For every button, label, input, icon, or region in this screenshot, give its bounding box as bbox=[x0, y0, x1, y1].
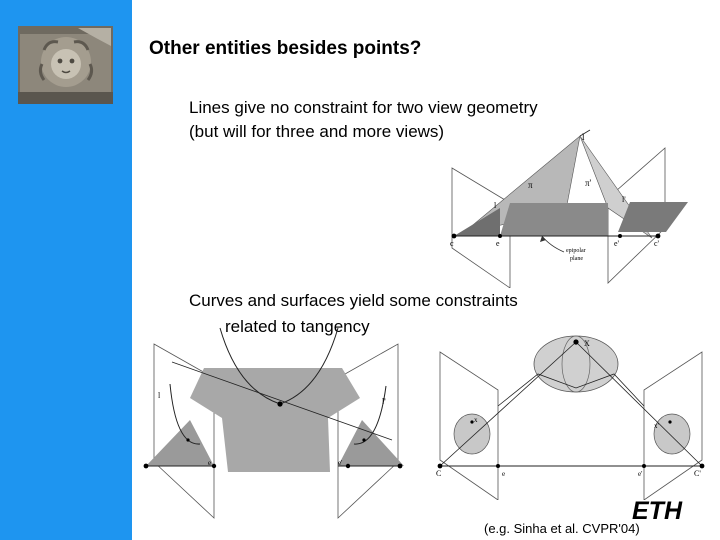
bullet-lines-line2: (but will for three and more views) bbox=[189, 122, 445, 141]
label-pi-prime: π' bbox=[585, 178, 592, 188]
label-x: x bbox=[474, 416, 478, 424]
bullet-curves-line1: Curves and surfaces yield some constraints bbox=[189, 291, 518, 310]
right-camera-center bbox=[398, 464, 403, 469]
right-image-point bbox=[668, 420, 671, 423]
left-tangent-point bbox=[186, 438, 189, 441]
label-e-prime: e' bbox=[638, 470, 643, 478]
label-C: C bbox=[436, 469, 442, 478]
label-e-prime: e' bbox=[614, 239, 619, 248]
right-epipole bbox=[346, 464, 350, 468]
camera-center-C-prime bbox=[700, 464, 705, 469]
label-l-prime: l' bbox=[622, 195, 626, 204]
camera-center-C bbox=[438, 464, 443, 469]
eth-logo-text: ETH bbox=[632, 498, 682, 522]
label-e: e bbox=[502, 470, 506, 478]
eth-logo bbox=[632, 498, 696, 522]
epipolar-plane bbox=[500, 203, 608, 236]
right-tangent-point bbox=[362, 438, 365, 441]
camera-center-c-prime bbox=[656, 234, 661, 239]
medusa-relief-logo bbox=[18, 26, 113, 104]
bullet-lines-line1: Lines give no constraint for two view geometry bbox=[189, 98, 538, 117]
tangent-point bbox=[277, 401, 282, 406]
slide-title: Other entities besides points? bbox=[149, 38, 422, 59]
point-X bbox=[573, 339, 578, 344]
label-l-top: l bbox=[582, 132, 585, 142]
label-e: e bbox=[208, 459, 212, 467]
epipole-e bbox=[496, 464, 500, 468]
epipole-e-prime bbox=[618, 234, 622, 238]
annotation-line1: epipolar bbox=[566, 248, 586, 254]
label-e: e bbox=[496, 239, 500, 248]
label-x-prime: x' bbox=[654, 422, 659, 430]
annotation-line2: plane bbox=[570, 256, 583, 262]
right-image-triangle bbox=[618, 202, 688, 232]
label-pi: π bbox=[528, 180, 533, 190]
camera-center-c bbox=[452, 234, 457, 239]
lines-epipolar-figure bbox=[440, 128, 700, 288]
label-l-left: l bbox=[494, 201, 497, 210]
label-c-prime: c' bbox=[654, 239, 659, 248]
bullet-curves-line2: related to tangency bbox=[225, 317, 370, 336]
label-l-prime: l' bbox=[382, 397, 386, 406]
label-X: X bbox=[584, 339, 590, 348]
annotation-arrow bbox=[542, 236, 564, 252]
left-camera-center bbox=[144, 464, 149, 469]
left-epipole bbox=[212, 464, 216, 468]
label-c: c bbox=[450, 239, 454, 248]
right-silhouette bbox=[654, 414, 690, 454]
epipole-e-prime bbox=[642, 464, 646, 468]
label-l: l bbox=[158, 391, 161, 400]
epipole-e bbox=[498, 234, 502, 238]
citation: (e.g. Sinha et al. CVPR'04) bbox=[484, 521, 640, 536]
curves-tangency-figure bbox=[142, 322, 407, 522]
label-C-prime: C' bbox=[694, 469, 701, 478]
label-e-prime: e' bbox=[338, 459, 343, 467]
surface-frontier-figure bbox=[426, 330, 710, 500]
